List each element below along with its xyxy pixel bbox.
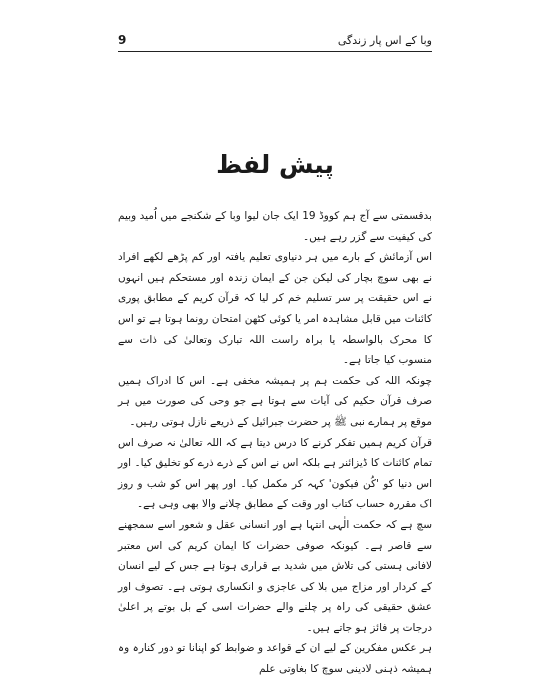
chapter-title: پیش لفظ <box>216 150 334 179</box>
paragraph: قرآن کریم ہمیں تفکر کرنے کا درس دیتا ہے کہ اللہ تعالیٰ نہ صرف اس تمام کائنات کا ڈیزائنر ہے بلکہ اس نے اس کے ذرے ذرے کو تخلیق کیا۔ اور اس دنیا کو 'کُن فیکون' کہہ کر مکمل کیا۔ اور پھر اس کو شب و روز اک مقررہ حساب کتاب اور وقت کے مطابق چلانے والا بھی وہی ہے۔ <box>118 436 432 511</box>
paragraph: اس آزمائش کے بارے میں ہر دنیاوی تعلیم یافتہ اور کم پڑھے لکھے افراد نے بھی سوچ بچار کی لیکن جن کے ایمان زندہ اور مستحکم ہیں انہوں نے اس حقیقت پر سر تسلیم خم کر لیا کہ قرآن کریم کے مطابق پوری کائنات میں قابل مشاہدہ امر یا کوئی کٹھن امتحان رونما ہوتا ہے تو اس کا محرک بالواسطہ یا براہ راست اللہ تبارک وتعالیٰ کی ذات سے منسوب کیا جاتا ہے۔ <box>118 251 432 367</box>
book-title-header: وبا کے اس پار زندگی <box>337 33 432 47</box>
running-header <box>118 30 432 50</box>
header-divider <box>118 51 432 52</box>
paragraph: سچ ہے کہ حکمت الٰہی انتہا ہے اور انسانی عقل و شعور اسے سمجھنے سے قاصر ہے۔ کیونکہ صوفی حضرات کا ایمان کریم کی اس معتبر لافانی ہستی کی تلاش میں شدید بے قراری ہوتا ہے جس کے لیے انسان کے کردار اور مزاج میں بلا کی عاجزی و انکساری ہوتی ہے۔ تصوف اور عشق حقیقی کی راہ پر چلنے والے حضرات اسی کے بل بوتے پر اعلیٰ درجات پر فائز ہو جاتے ہیں۔ <box>118 518 432 634</box>
paragraph: بدقسمتی سے آج ہم کووڈ 19 ایک جان لیوا وبا کے شکنجے میں اُمید وبیم کی کیفیت سے گزر رہے ہیں۔ <box>118 210 432 243</box>
page-number: 9 <box>118 33 127 47</box>
paragraph: ہر عکس مفکرین کے لیے ان کے قواعد و ضوابط کو اپنانا تو دور کنارہ وہ ہمیشہ ذہنی لادینی سوچ کا بغاوتی علم <box>118 642 432 676</box>
paragraph: چونکہ اللہ کی حکمت ہم پر ہمیشہ مخفی ہے۔ اس کا ادراک ہمیں صرف قرآن حکیم کی آیات سے ہوتا ہے جو وحی کی صورت میں ہر موقع پر ہمارے نبی ﷺ پر حضرت جبرائیل کے ذریعے نازل ہوتی رہیں۔ <box>118 374 432 428</box>
body-text <box>118 206 432 680</box>
